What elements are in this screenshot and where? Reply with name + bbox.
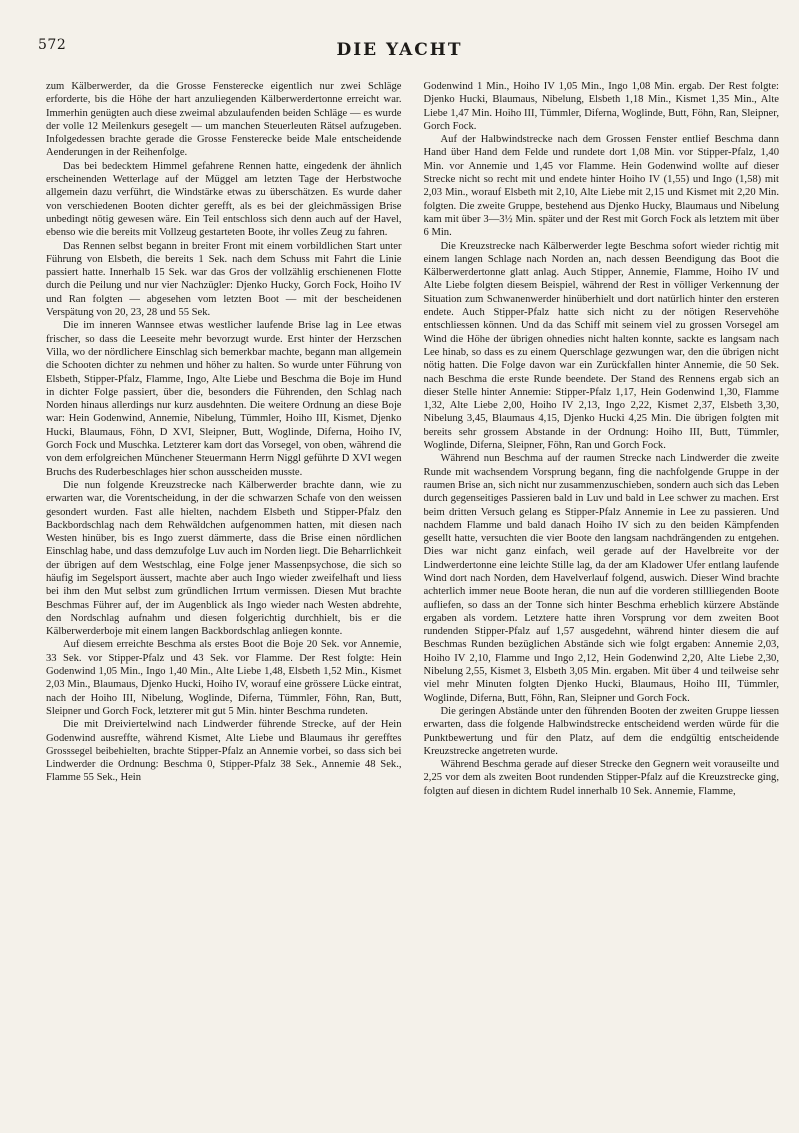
left-column <box>46 80 402 1093</box>
paragraph: Auf diesem erreichte Beschma als erstes Boot die Boje 20 Sek. vor Annemie, 33 Sek. vor Stipper-Pfalz und 43 Sek. vor Flamme. Der Rest folgte: Hein Godenwind 1,05 Min., Ingo 1,40 Min., Alte Liebe 1,48, Elsbeth 1,52 Min., Kismet 2,03 Min., Blaumaus, Djenko Hucki, Hoiho IV, worauf eine grössere Lücke eintrat, nach der Hoiho III, Nibelung, Woglinde, Diferna, Tümmler, Föhn, Ran, Butt, Sleipner und Gorch Fock, letzterer mit gut 5 Min. hinter Beschma rundeten. <box>46 639 402 717</box>
paragraph: Die Kreuzstrecke nach Kälberwerder legte Beschma sofort wieder richtig mit einem langen Schlage nach Norden an, nach dessen Beendigung das Boot die Kälberwerdertonne glatt anlag. Auch Stipper, Annemie, Flamme, Hoiho IV und Alte Liebe folgten diesem Beispiel, während der Rest in völliger Verkennung der Situation zum Schwanenwerder hinüberhielt und dort natürlich hinter den ersteren endete. Auch Stipper-Pfalz hatte sich nicht zu der nötigen Reservehöhe entschliessen können. Und da das Schiff mit seinem viel zu grossen Vorsegel am Wind die Höhe der übrigen ohnedies nicht halten konnte, sackte es langsam nach Lee hinab, so dass es zu einem Querschlage gezwungen war, den die übrigen nicht nötig hatten. Die Folge davon war ein Zurückfallen hinter Annemie, die 50 Sek. nach Beschma die erste Runde beendete. Der Stand des Rennens ergab sich an dieser Stelle hinter Annemie: Stipper-Pfalz 1,17, Hein Godenwind 1,30, Flamme 1,32, Alte Liebe 2,00, Hoiho IV 2,13, Ingo 2,22, Kismet 2,37, Elsbeth 3,30, Nibelung 3,45, Blaumaus 4,15, Djenko Hucki 4,25 Min. Die übrigen folgten mit bereits sehr grossem Abstande in der Ordnung: Hoiho III, Butt, Tümmler, Woglinde, Diferna, Sleipner, Föhn, Ran und Gorch Fock. <box>423 240 779 452</box>
paragraph: Die im inneren Wannsee etwas westlicher laufende Brise lag in Lee etwas frischer, so dass die Leeseite mehr bevorzugt wurde. Erst hinter der Herzschen Villa, wo der nördlichere Einschlag sich bemerkbar machte, begann man allgemein die Schooten dichter zu nehmen und höher zu halten. So wurde unter Führung von Elsbeth, Stipper-Pfalz, Flamme, Ingo, Alte Liebe und Beschma die Boje im Hund in dichter Folge passiert, über die, besonders die Führenden, den Schlag nach Norden hinaus allerdings nur kurz ausdehnten. Die weitere Ordnung an diese Boje war: Hein Godenwind, Annemie, Nibelung, Tümmler, Hoiho III, Kismet, Djenko Hucki, Blaumaus, Föhn, D XVI, Sleipner, Butt, Woglinde, Diferna, Hoiho IV, Gorch Fock und Muschka. Letzterer kam dort das Vorsegel, von oben, während die von dem erfolgreichen Münchener Steuermann Herrn Niggl geführte D XVI wegen Bruchs des Ruderbeschlages hier schon ausscheiden musste. <box>46 320 402 478</box>
paragraph: Godenwind 1 Min., Hoiho IV 1,05 Min., Ingo 1,08 Min. ergab. Der Rest folgte: Djenko Hucki, Blaumaus, Nibelung, Elsbeth 1,18 Min., Kismet 1,35 Min., Alte Liebe 1,47 Min. Hoiho III, Tümmler, Diferna, Woglinde, Butt, Föhn, Ran, Sleipner, Gorch Fock. <box>423 81 779 132</box>
paragraph: Die nun folgende Kreuzstrecke nach Kälberwerder brachte dann, wie zu erwarten war, die Vorentscheidung, in der die schwarzen Schafe von den weissen gesondert wurden. Fast alle hielten, nachdem Elsbeth und Stipper-Pfalz den Backbordschlag nach dem Rehwäldchen aufgenommen hatten, mit diesen nach Westen hinüber, bis es Ingo zuerst dämmerte, dass die Brise einen nördlichen Einschlag habe, und dass demzufolge Luv auch im Norden liegt. Die Beharrlichkeit der übrigen auf dem Westschlag, eine Folge jener Massenpsychose, die sich so häufig im Segelsport äussert, machte aber auch Ingo wieder zweifelhaft und liess bei ihm den Mut selbst zum gründlichen Irrtum vermissen. Diesen Mut brachte Beschmas Führer auf, der im Augenblick als Ingo wieder nach Westen abdrehte, den Nordschlag aufnahm und diesen folgerichtig durchhielt, bis er die Kälberwerderboje mit einem langen Backbordschlag anliegen konnte. <box>46 479 402 638</box>
paragraph: Die geringen Abstände unter den führenden Booten der zweiten Gruppe liessen erwarten, dass die folgende Halbwindstrecke entscheidend werden würde für die Punktbewertung und für den Platz, auf dem die endgültig entscheidende Kreuzstrecke angetreten wurde. <box>423 705 779 757</box>
paragraph: Die mit Dreiviertelwind nach Lindwerder führende Strecke, auf der Hein Godenwind ausreffte, während Kismet, Alte Liebe und Blaumaus ihr gerefftes Grosssegel beibehielten, brachte Stipper-Pfalz an Annemie vorbei, so dass sich bei Lindwerder die Ordnung: Beschma 0, Stipper-Pfalz 38 Sek., Annemie 48 Sek., Flamme 55 Sek., Hein <box>46 719 402 784</box>
paragraph: Das bei bedecktem Himmel gefahrene Rennen hatte, eingedenk der ähnlich erscheinenden Wetterlage auf der Müggel am letzten Tage der Herbstwoche allgemein dazu verführt, die Windstärke etwas zu überschätzen. Es wurde daher von verschiedenen Booten dichter gerefft, als es bei der gleichmässigen Brise unbedingt nötig gewesen wäre. Ein Teil entschloss sich denn auch auf der Havel, ebenso wie die bereits mit Vollzeug gestarteten Boote, ihr volles Zeug zu fahren. <box>46 160 402 239</box>
paragraph: Während Beschma gerade auf dieser Strecke den Gegnern weit vorauseilte und 2,25 vor dem als zweiten Boot rundenden Stipper-Pfalz auf die Kreuzstrecke ging, folgten auf diesen in dichtem Rudel innerhalb 10 Sek. Annemie, Flamme, <box>423 759 779 797</box>
paragraph: zum Kälberwerder, da die Grosse Fensterecke eigentlich nur zwei Schläge erforderte, bis die Höhe der hart anzuliegenden Kälberwerdertonne erreicht war. Immerhin genügten auch diese zweimal abzulaufenden beiden Schläge — es wurde der volle 12 Meilenkurs gesegelt — um manchen Steuerleuten Rätsel aufzugeben. Infolgedessen brachte gerade die Grosse Fensterecke beide Male entscheidende Aenderungen in der Reihenfolge. <box>46 81 402 159</box>
text-columns <box>46 80 779 1093</box>
page-number: 572 <box>38 37 67 53</box>
right-column <box>424 80 780 1093</box>
paragraph: Während nun Beschma auf der raumen Strecke nach Lindwerder die zweite Runde mit wachsendem Vorsprung begann, fing die nachfolgende Gruppe in der raumen Brise an, sich nicht nur zusammenzuschieben, sondern auch sich das Leben durch gegenseitiges Passieren bald in Luv und bald in Lee schwer zu machen. Erst beim dritten Versuch gelang es Stipper-Pfalz Annemie in Lee zu passieren. Und nachdem Flamme und bald danach Hoiho IV sich zu den beiden Kämpfenden gesellt hatte, versuchten die vier Boote den langsam nachdrängenden zu entgehen. Dies war nicht ganz einfach, weil gerade auf der Havelbreite vor der Lindwerdertonne eine leichte Stille lag, da der am Kladower Ufer entlang laufende Wind dort nach Norden, dem Havelverlauf folgend, auswich. Dieser Wind brachte achterlich immer neue Boote heran, die nun auf die vorderen stillliegenden Boote aufliefen, so dass an der Tonne sich hinter Beschma erheblich kürzere Abstände ergaben als vordem. Letztere hatte ihren Vorsprung vor dem zweiten Boot rundenden Stipper-Pfalz auf 1,57 ausgedehnt, während hinter diesem die auf Beschmas Runden bezüglichen Abstände sich wie folgt ergaben: Annemie 2,03, Hoiho IV 2,10, Flamme und Ingo 2,12, Hein Godenwind 2,20, Alte Liebe 2,30, Nibelung 2,55, Kismet 3, Elsbeth 3,05 Min. ergaben. Mit über 4 und teilweise sehr viel mehr Minuten folgten Djenko Hucki, Blaumaus, Hoiho III, Tümmler, Woglinde, Diferna, Butt, Föhn, Ran, Sleipner und Gorch Fock. <box>423 453 779 704</box>
journal-title: DIE YACHT <box>336 40 463 60</box>
paragraph: Das Rennen selbst begann in breiter Front mit einem vorbildlichen Start unter Führung von Elsbeth, die bereits 1 Sek. nach dem Schuss mit Fahrt die Linie passiert hatte. Innerhalb 15 Sek. war das Gros der vollzählig erschienenen Flotte durch die Peilung und nur vier Nachzügler: Djenko Hucky, Gorch Fock, Hoiho IV und Ran folgten — abgesehen vom letzten Boot — mit der bescheidenen Verspätung von 20, 23, 28 und 55 Sek. <box>46 240 402 319</box>
paragraph: Auf der Halbwindstrecke nach dem Grossen Fenster entlief Beschma dann Hand über Hand dem Felde und rundete dort 1,08 Min. vor Stipper-Pfalz, 1,40 Min. vor Annemie und 1,45 vor Flamme. Hein Godenwind wollte auf dieser Strecke nicht so recht mit und endete hinter Hoiho IV (1,55) und Ingo (1,58) mit 2,03 Min., worauf Elsbeth mit 2,10, Alte Liebe mit 2,15 und Kismet mit 2,20 Min. folgten. Die zweite Gruppe, bestehend aus Djenko Hucky, Blaumaus und Nibelung kam mit über 3—3½ Min. später und der Rest mit Gorch Fock als letztem mit über 6 Min. <box>423 134 779 239</box>
